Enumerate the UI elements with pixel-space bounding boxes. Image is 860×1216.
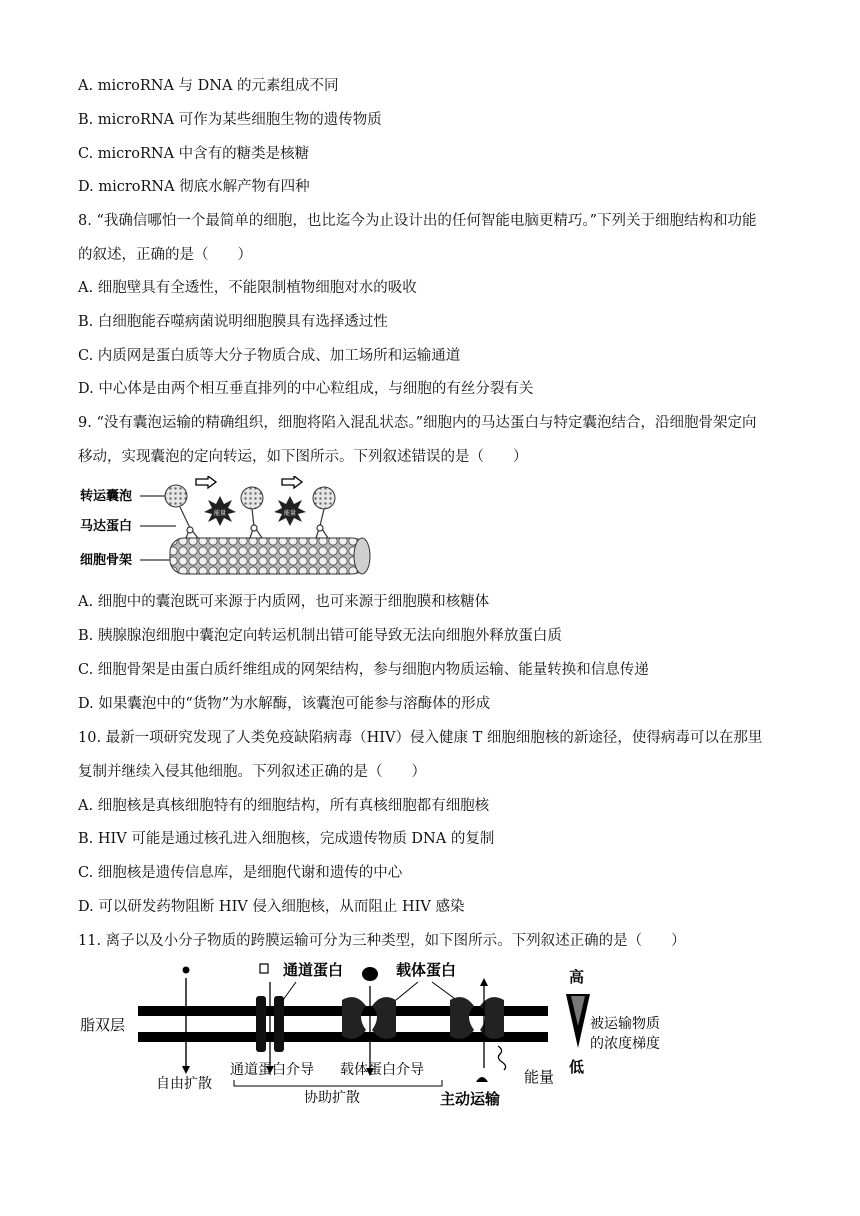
q8-option-c: C. 内质网是蛋白质等大分子物质合成、加工场所和运输通道 <box>78 348 461 364</box>
q8-option-b: B. 白细胞能吞噬病菌说明细胞膜具有选择透过性 <box>78 314 388 330</box>
energy-label: 能量 <box>213 510 227 517</box>
q9-option-d: D. 如果囊泡中的“货物”为水解酶，该囊泡可能参与溶酶体的形成 <box>78 696 491 712</box>
label-gradient-line2: 的浓度梯度 <box>590 1036 660 1052</box>
q9-option-b: B. 胰腺腺泡细胞中囊泡定向转运机制出错可能导致无法向细胞外释放蛋白质 <box>78 628 562 644</box>
label-energy: 能量 <box>524 1068 555 1086</box>
label-carrier-protein: 载体蛋白 <box>396 961 457 979</box>
cytoskeleton-fiber <box>170 538 370 574</box>
label-free-diffusion: 自由扩散 <box>156 1076 212 1092</box>
q9-stem-line1: 9. “没有囊泡运输的精确组织，细胞将陷入混乱状态。”细胞内的马达蛋白与特定囊泡结合，沿细胞骨架定向 <box>78 415 757 431</box>
carrier-protein-icon <box>342 967 396 1076</box>
motor-protein-icon <box>316 509 328 538</box>
label-motor-protein: 马达蛋白 <box>80 519 133 534</box>
label-active-transport: 主动运输 <box>440 1090 501 1108</box>
vesicle-icon <box>313 487 335 509</box>
label-channel-protein: 通道蛋白 <box>283 961 344 979</box>
q10-option-c: C. 细胞核是遗传信息库，是细胞代谢和遗传的中心 <box>78 865 403 881</box>
label-low: 低 <box>569 1058 585 1076</box>
q10-option-d: D. 可以研发药物阻断 HIV 侵入细胞核，从而阻止 HIV 感染 <box>78 899 465 915</box>
q10-stem-line1: 10. 最新一项研究发现了人类免疫缺陷病毒（HIV）侵入健康 T 细胞细胞核的新途径，使得病毒可以在那里 <box>78 730 763 746</box>
label-channel-mediated: 通道蛋白介导 <box>230 1062 314 1078</box>
q9-stem-line2: 移动，实现囊泡的定向转运，如下图所示。下列叙述错误的是（ ） <box>78 449 528 465</box>
q11-stem: 11. 离子以及小分子物质的跨膜运输可分为三种类型，如下图所示。下列叙述正确的是（ ） <box>78 933 686 949</box>
q8-stem-line2: 的叙述，正确的是（ ） <box>78 247 252 263</box>
concentration-gradient-icon <box>566 968 590 1076</box>
q7-option-c: C. microRNA 中含有的糖类是核糖 <box>78 146 310 162</box>
q8-stem-line1: 8. “我确信哪怕一个最简单的细胞，也比迄今为止设计出的任何智能电脑更精巧。”下列关于细胞结构和功能 <box>78 213 757 229</box>
direction-arrow-icon <box>196 476 216 488</box>
energy-label: 能量 <box>283 510 297 517</box>
label-lipid-bilayer: 脂双层 <box>80 1016 126 1034</box>
q8-option-a: A. 细胞壁具有全透性，不能限制植物细胞对水的吸收 <box>78 280 417 296</box>
motor-protein-icon <box>250 509 262 538</box>
q8-option-d: D. 中心体是由两个相互垂直排列的中心粒组成，与细胞的有丝分裂有关 <box>78 381 534 397</box>
vesicle-transport-figure <box>78 476 378 580</box>
label-facilitated-diffusion: 协助扩散 <box>304 1090 360 1106</box>
q7-option-a: A. microRNA 与 DNA 的元素组成不同 <box>78 78 339 94</box>
vesicle-icon <box>165 485 187 507</box>
free-diffusion-arrow <box>182 967 190 1075</box>
label-gradient-line1: 被运输物质 <box>590 1016 660 1032</box>
label-cytoskeleton: 细胞骨架 <box>80 553 133 568</box>
label-carrier-mediated: 载体蛋白介导 <box>340 1062 424 1078</box>
motor-protein-icon <box>180 507 198 538</box>
direction-arrow-icon <box>282 476 302 488</box>
label-transport-vesicle: 转运囊泡 <box>80 489 133 504</box>
membrane-transport-figure <box>78 956 718 1116</box>
q7-option-d: D. microRNA 彻底水解产物有四种 <box>78 179 310 195</box>
channel-protein-icon <box>256 964 284 1074</box>
q9-option-a: A. 细胞中的囊泡既可来源于内质网，也可来源于细胞膜和核糖体 <box>78 594 490 610</box>
facilitated-bracket <box>234 1080 442 1086</box>
energy-burst-icon <box>274 496 306 526</box>
q9-option-c: C. 细胞骨架是由蛋白质纤维组成的网架结构，参与细胞内物质运输、能量转换和信息传递 <box>78 662 649 678</box>
label-high: 高 <box>569 968 585 986</box>
q10-option-a: A. 细胞核是真核细胞特有的细胞结构，所有真核细胞都有细胞核 <box>78 798 490 814</box>
q10-stem-line2: 复制并继续入侵其他细胞。下列叙述正确的是（ ） <box>78 764 426 780</box>
q7-option-b: B. microRNA 可作为某些细胞生物的遗传物质 <box>78 112 382 128</box>
vesicle-icon <box>241 487 263 509</box>
energy-burst-icon <box>204 496 236 526</box>
active-carrier-icon <box>450 978 506 1082</box>
q10-option-b: B. HIV 可能是通过核孔进入细胞核，完成遗传物质 DNA 的复制 <box>78 831 495 847</box>
